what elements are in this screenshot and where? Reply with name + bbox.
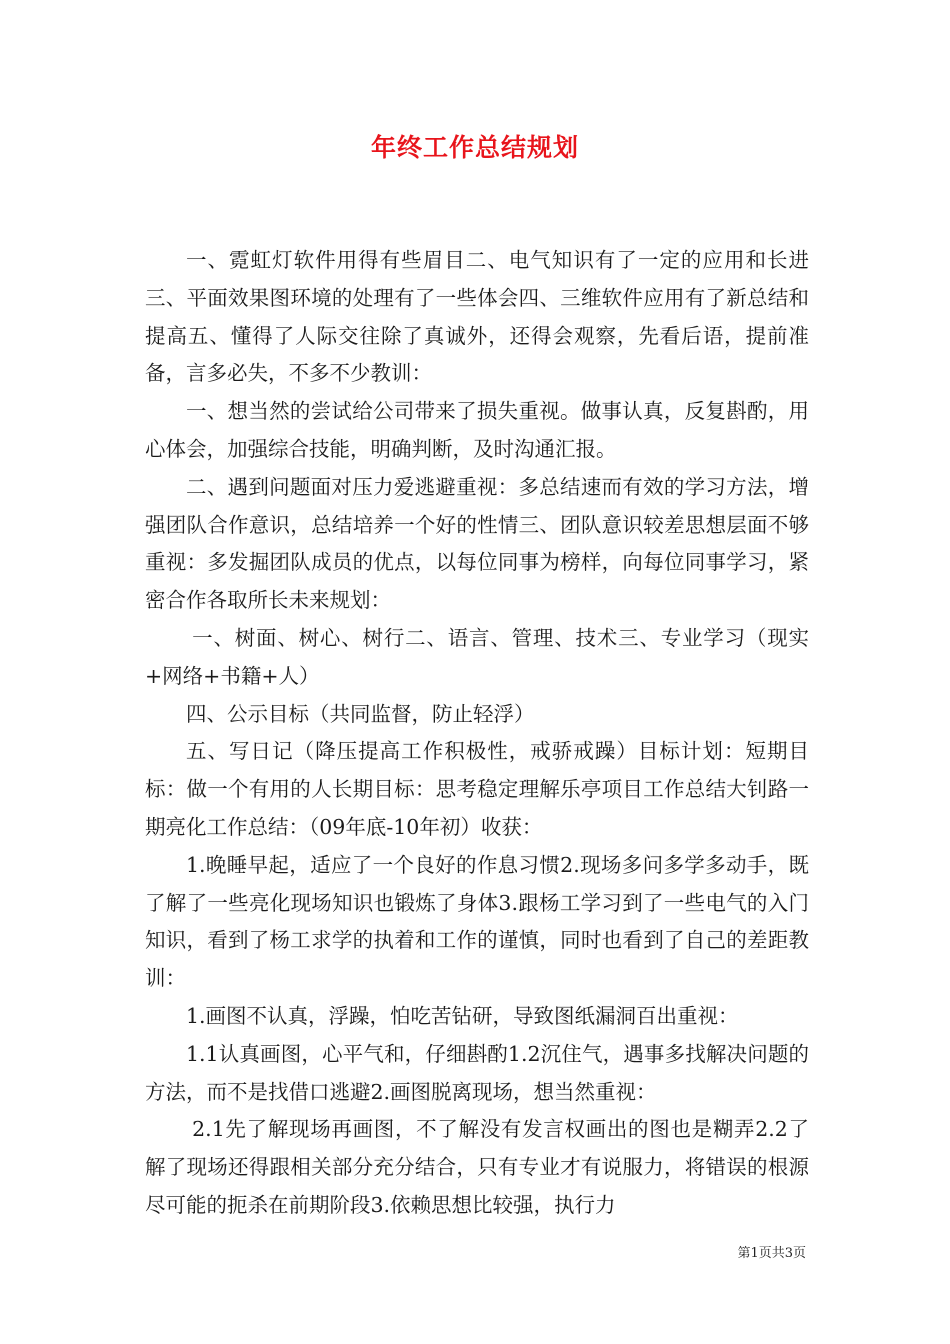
paragraph-5: 四、公示目标（共同监督，防止轻浮） (186, 701, 535, 726)
paragraph-7: 1.晚睡早起，适应了一个良好的作息习惯2.现场多问多学多动手，既了解了一些亮化现场知识也锻炼了身体3.跟杨工学习到了一些电气的入门知识，看到了杨工求学的执着和工作的谨慎，同时也看到了自己的差距教训： (145, 852, 809, 991)
paragraph-1: 一、霓虹灯软件用得有些眉目二、电气知识有了一定的应用和长进三、平面效果图环境的处理有了一些体会四、三维软件应用有了新总结和提高五、懂得了人际交往除了真诚外，还得会观察，先看后语，提前准备，言多必失，不多不少教训： (145, 248, 809, 386)
document-title: 年终工作总结规划 (370, 133, 579, 162)
paragraph-3: 二、遇到问题面对压力爱逃避重视：多总结速而有效的学习方法，增强团队合作意识，总结培养一个好的性情三、团队意识较差思想层面不够重视：多发掘团队成员的优点，以每位同事为榜样，向每位同事学习，紧密合作各取所长未来规划： (145, 474, 809, 613)
page-number-footer: 第1页共3页 (737, 1246, 806, 1261)
paragraph-4: 一、树面、树心、树行二、语言、管理、技术三、专业学习（现实+网络+书籍+人） (145, 625, 809, 688)
paragraph-2: 一、想当然的尝试给公司带来了损失重视。做事认真，反复斟酌，用心体会，加强综合技能，明确判断，及时沟通汇报。 (145, 399, 809, 461)
document-body (145, 242, 809, 1225)
paragraph-8: 1.画图不认真，浮躁，怕吃苦钻研，导致图纸漏洞百出重视： (186, 1003, 739, 1028)
paragraph-10: 2.1先了解现场再画图，不了解没有发言权画出的图也是糊弄2.2了解了现场还得跟相关部分充分结合，只有专业才有说服力，将错误的根源尽可能的扼杀在前期阶段3.依赖思想比较强，执行力 (145, 1117, 809, 1217)
paragraph-9: 1.1认真画图，心平气和，仔细斟酌1.2沉住气，遇事多找解决问题的方法，而不是找借口逃避2.画图脱离现场，想当然重视： (145, 1041, 809, 1104)
paragraph-6: 五、写日记（降压提高工作积极性，戒骄戒躁）目标计划：短期目标：做一个有用的人长期目标：思考稳定理解乐亭项目工作总结大钊路一期亮化工作总结：（09年底-10年初）收获： (145, 739, 809, 839)
